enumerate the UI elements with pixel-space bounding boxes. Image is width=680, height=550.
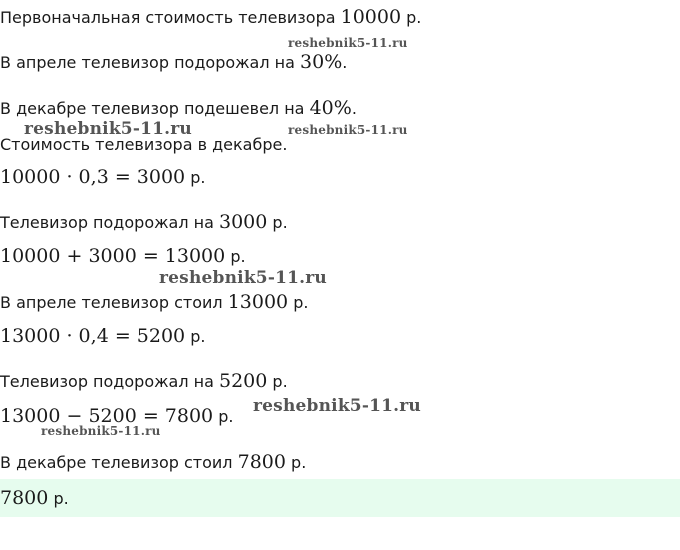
line-math: 3000 bbox=[218, 211, 268, 233]
solution-line-2 bbox=[0, 51, 347, 74]
line-text: В апреле телевизор стоил bbox=[0, 293, 228, 312]
line-text: В декабре телевизор подешевел на bbox=[0, 99, 310, 118]
solution-line-12 bbox=[0, 451, 306, 474]
answer-math: 7800 bbox=[0, 487, 49, 509]
answer-suffix: р. bbox=[48, 489, 69, 508]
line-suffix: р. bbox=[267, 213, 288, 232]
solution-line-10 bbox=[0, 370, 288, 393]
line-math: 7800 bbox=[237, 451, 286, 473]
line-math: 13000 bbox=[227, 291, 289, 313]
line-suffix: . bbox=[342, 53, 348, 72]
line-suffix: . bbox=[351, 99, 357, 118]
line-suffix: р. bbox=[225, 247, 246, 266]
watermark: reshebnik5-11.ru bbox=[41, 424, 161, 438]
line-math: 13000 − 5200 = 7800 bbox=[0, 405, 214, 427]
line-math: 5200 bbox=[218, 370, 268, 392]
line-suffix: р. bbox=[288, 293, 309, 312]
watermark: reshebnik5-11.ru bbox=[288, 123, 408, 137]
line-math: 10000 + 3000 = 13000 bbox=[0, 245, 226, 267]
line-text: Первоначальная стоимость телевизора bbox=[0, 8, 341, 27]
solution-line-6 bbox=[0, 211, 288, 234]
line-text: Телевизор подорожал на bbox=[0, 213, 219, 232]
line-text: Стоимость телевизора в декабре. bbox=[0, 135, 288, 154]
solution-line-9 bbox=[0, 325, 205, 348]
solution-line-5 bbox=[0, 166, 205, 189]
watermark: reshebnik5-11.ru bbox=[159, 268, 327, 288]
solution-line-3 bbox=[0, 97, 357, 120]
line-suffix: р. bbox=[267, 372, 288, 391]
line-math: 10000 bbox=[340, 6, 402, 28]
watermark: reshebnik5-11.ru bbox=[253, 396, 421, 416]
line-math: 13000 · 0,4 = 5200 bbox=[0, 325, 186, 347]
line-suffix: р. bbox=[185, 168, 206, 187]
line-math: 40% bbox=[309, 97, 352, 119]
answer-line bbox=[0, 487, 69, 510]
line-text: Телевизор подорожал на bbox=[0, 372, 219, 391]
watermark: reshebnik5-11.ru bbox=[288, 36, 408, 50]
line-text: В декабре телевизор стоил bbox=[0, 453, 238, 472]
line-suffix: р. bbox=[185, 327, 206, 346]
solution-line-7 bbox=[0, 245, 246, 268]
solution-line-8 bbox=[0, 291, 308, 314]
line-math: 10000 · 0,3 = 3000 bbox=[0, 166, 186, 188]
line-suffix: р. bbox=[401, 8, 422, 27]
answer-highlight bbox=[0, 479, 680, 517]
solution-line-1 bbox=[0, 6, 421, 29]
line-text: В апреле телевизор подорожал на bbox=[0, 53, 301, 72]
line-suffix: р. bbox=[285, 453, 307, 472]
watermark: reshebnik5-11.ru bbox=[24, 119, 192, 139]
line-math: 30% bbox=[300, 51, 343, 73]
line-suffix: р. bbox=[213, 407, 234, 426]
